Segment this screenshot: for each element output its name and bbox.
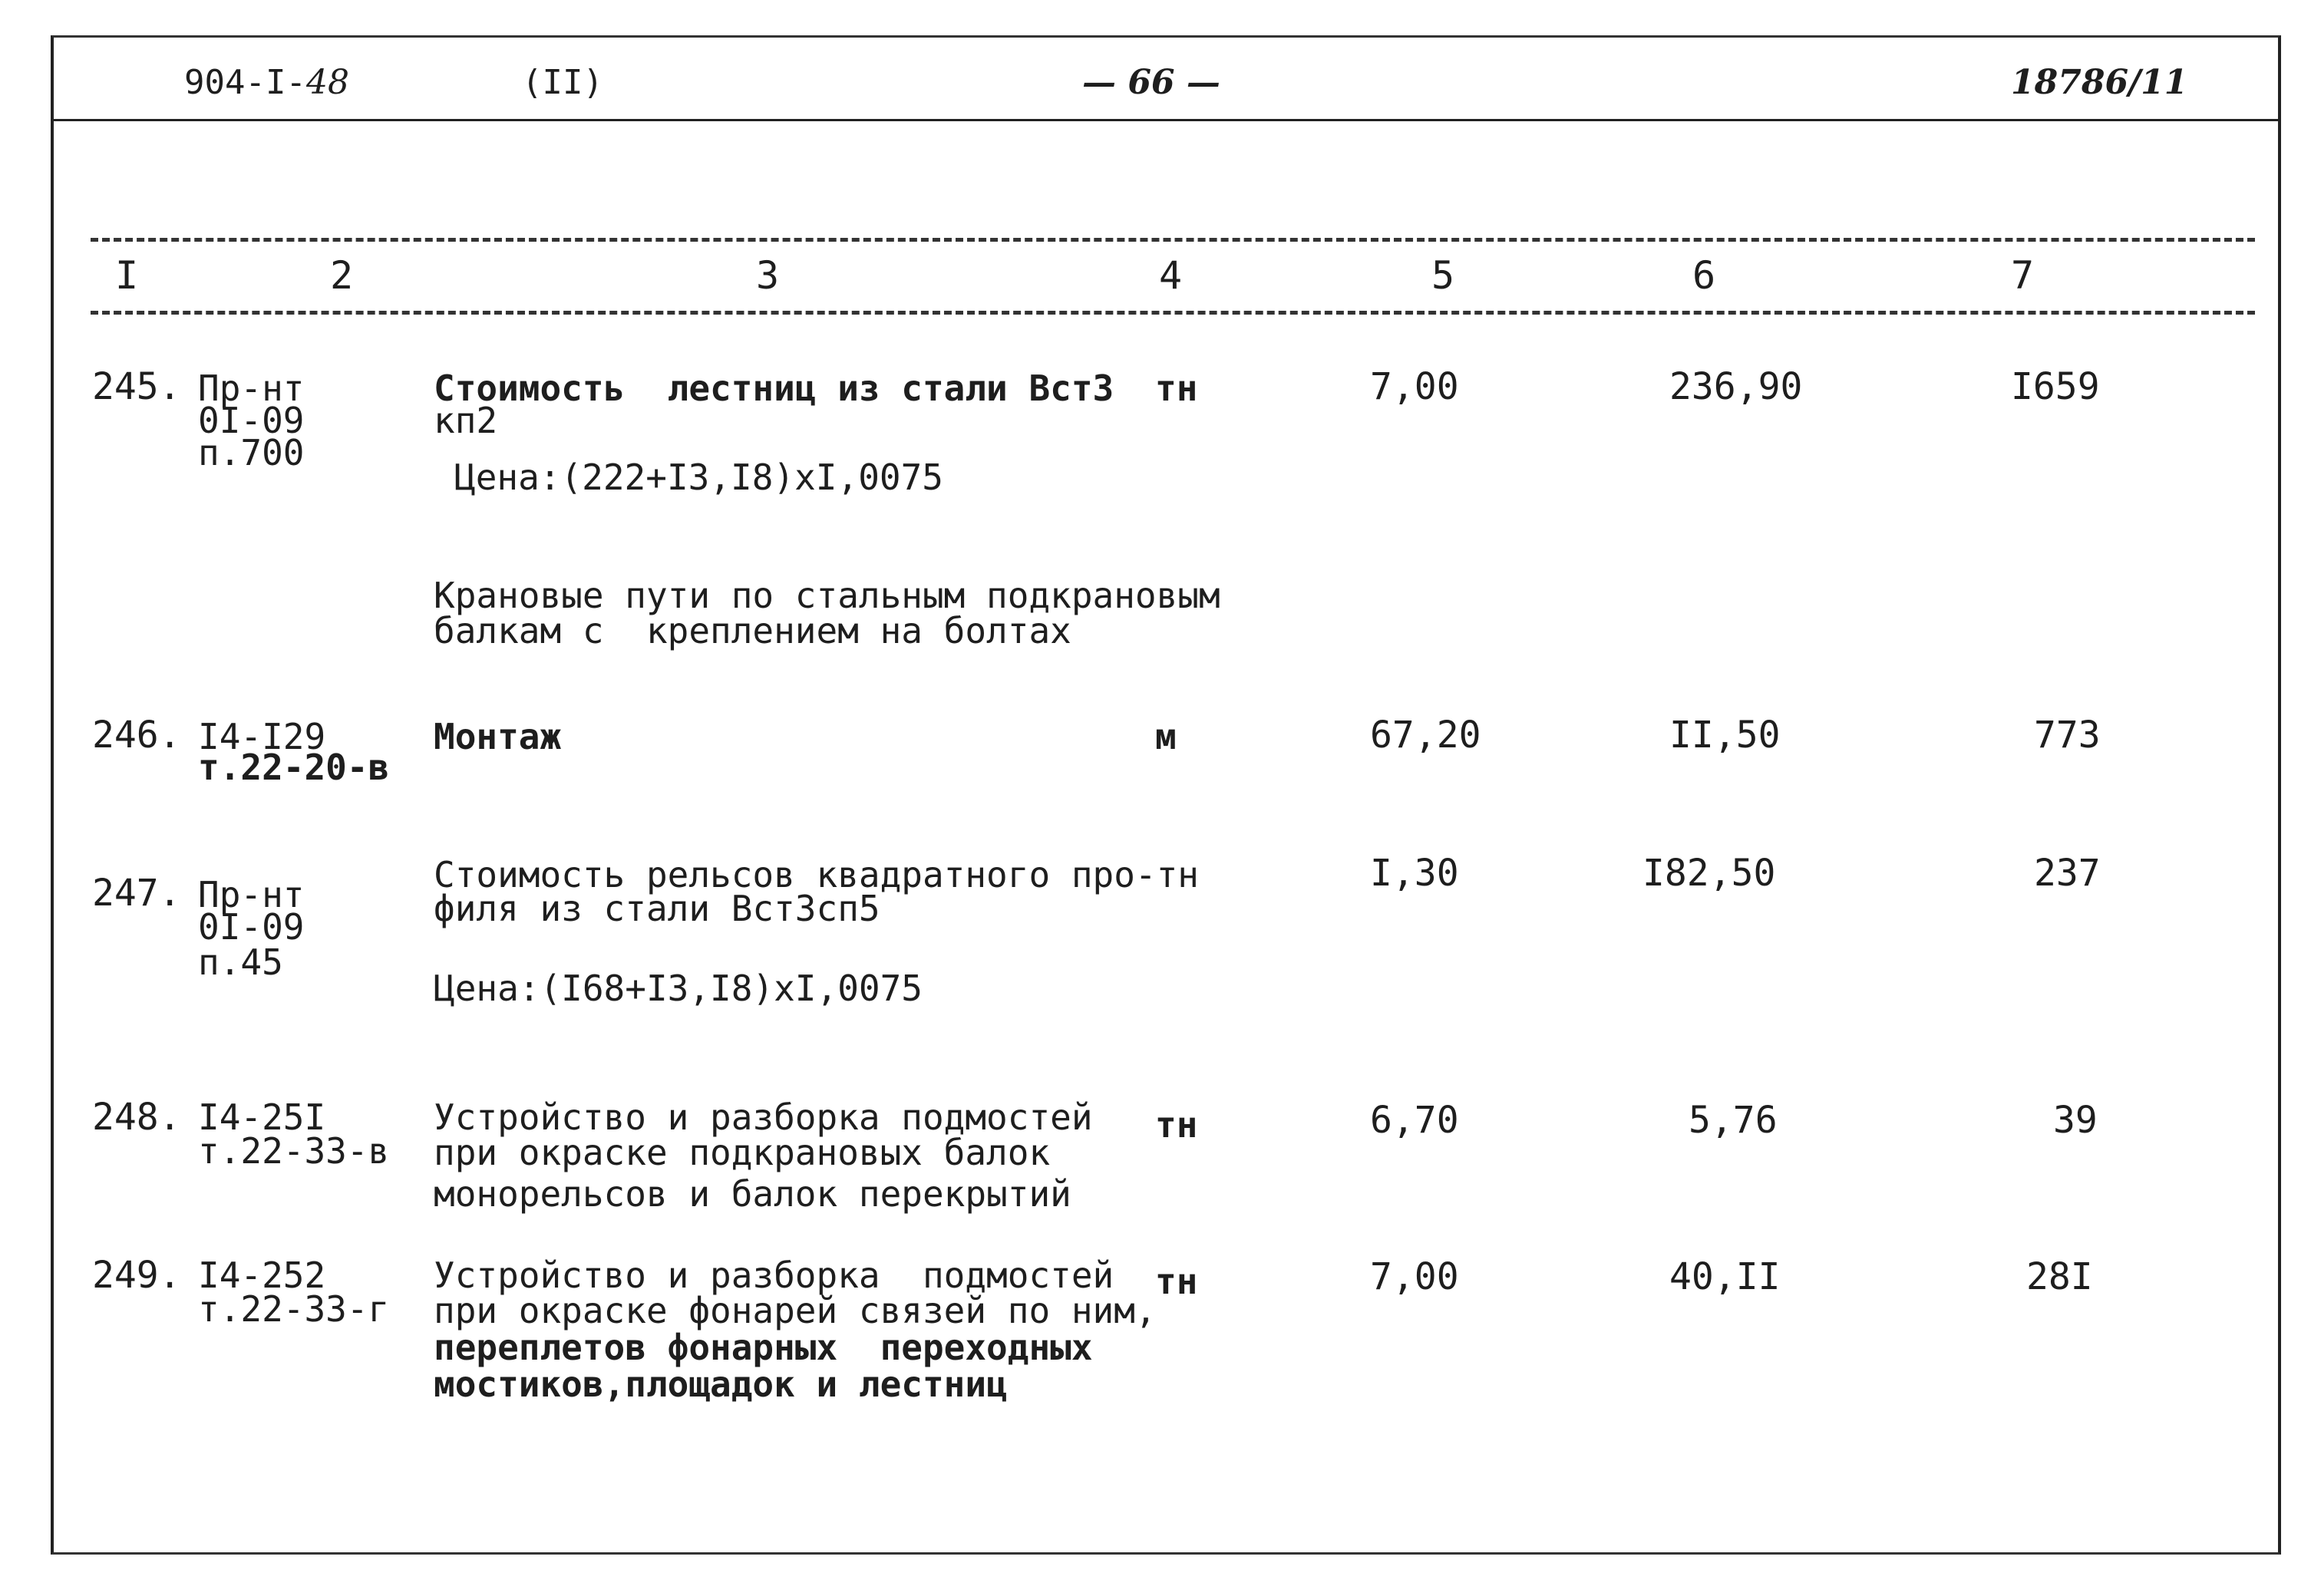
row-number: 246. [92, 714, 181, 757]
description-line: мостиков,площадок и лестниц [434, 1364, 1008, 1405]
row-number: 247. [92, 872, 181, 915]
norm-code-line: I4-25I [198, 1096, 326, 1138]
column-header-1: I [115, 253, 139, 298]
norm-code-line: т.22-20-в [198, 747, 390, 788]
norm-code-line: п.45 [198, 941, 283, 983]
norm-code-line: т.22-33-г [198, 1288, 390, 1330]
column-header-2: 2 [330, 253, 354, 298]
norm-code-line: 0I-09 [198, 400, 305, 441]
description-line: кп2 [434, 400, 498, 441]
quantity: I,30 [1370, 852, 1459, 895]
unit: тн [1155, 368, 1198, 409]
section-number: (II) [522, 63, 603, 102]
header-divider [51, 119, 2281, 121]
unit: тн [1155, 1104, 1198, 1146]
norm-code-line: I4-252 [198, 1255, 326, 1296]
unit: тн [1155, 1261, 1198, 1302]
description-line: монорельсов и балок перекрытий [434, 1173, 1071, 1215]
price-formula: Цена:(222+I3,I8)хI,0075 [454, 457, 943, 498]
quantity: 7,00 [1370, 1255, 1459, 1298]
unit-cost: 5,76 [1689, 1099, 1778, 1142]
description-line: филя из стали Вст3сп5 [434, 888, 880, 929]
row-number: 249. [92, 1254, 181, 1297]
doc-code: 904-I-48 [184, 63, 349, 102]
norm-code-line: I4-I29 [198, 716, 326, 757]
total-cost: 28I [2026, 1255, 2093, 1298]
norm-code-line: 0I-09 [198, 906, 305, 948]
column-header-bottom-rule [91, 311, 2255, 315]
norm-code-line: Пр-нт [198, 874, 305, 915]
column-header-7: 7 [2011, 253, 2035, 298]
column-header-top-rule [91, 238, 2255, 242]
column-header-4: 4 [1159, 253, 1183, 298]
unit-cost: II,50 [1669, 714, 1781, 757]
row-number: 248. [92, 1096, 181, 1139]
total-cost: 39 [2053, 1099, 2098, 1142]
column-header-3: 3 [756, 253, 780, 298]
total-cost: 237 [2034, 852, 2101, 895]
unit: м [1155, 716, 1177, 757]
price-formula: Цена:(I68+I3,I8)хI,0075 [434, 968, 923, 1009]
description-line: Устройство и разборка подмостей [434, 1096, 1093, 1138]
quantity: 7,00 [1370, 365, 1459, 408]
description-line: переплетов фонарных переходных [434, 1327, 1093, 1368]
page-number: — 66 — [1082, 63, 1220, 102]
quantity: 6,70 [1370, 1099, 1459, 1142]
description-line: Монтаж [434, 716, 562, 757]
description-line: Стоимость рельсов квадратного про-тн [434, 854, 1199, 895]
row-number: 245. [92, 365, 181, 408]
total-cost: 773 [2034, 714, 2101, 757]
sheet-stamp: 18786/11 [2011, 63, 2188, 102]
unit-cost: 236,90 [1669, 365, 1803, 408]
description-line: при окраске подкрановых балок [434, 1132, 1051, 1173]
quantity: 67,20 [1370, 714, 1481, 757]
description-line: Устройство и разборка подмостей [434, 1255, 1114, 1296]
description-line: при окраске фонарей связей по ним, [434, 1290, 1157, 1331]
unit-cost: I82,50 [1642, 852, 1776, 895]
column-header-6: 6 [1692, 253, 1716, 298]
norm-code-line: п.700 [198, 432, 305, 473]
norm-code-line: т.22-33-в [198, 1130, 390, 1172]
unit-cost: 40,II [1669, 1255, 1781, 1298]
column-header-5: 5 [1431, 253, 1455, 298]
norm-code-line: Пр-нт [198, 368, 305, 409]
description-line: Стоимость лестниц из стали Вст3 [434, 368, 1114, 409]
total-cost: I659 [2011, 365, 2100, 408]
